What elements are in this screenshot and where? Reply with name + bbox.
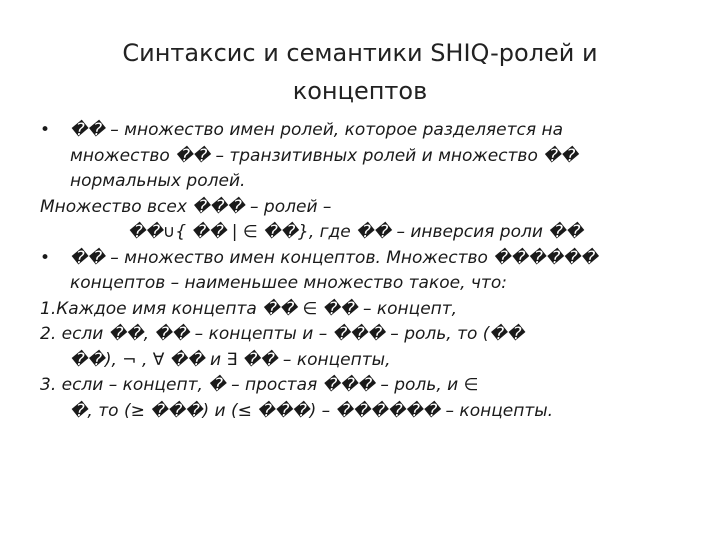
slide-title bbox=[60, 34, 660, 110]
slide-title-line-2: концептов bbox=[292, 77, 428, 105]
text-line-12: �, то (≥ ���) и (≤ ���) – ������ – концепты. bbox=[70, 400, 554, 421]
text-line-2: множество �� – транзитивных ролей и множество �� bbox=[70, 145, 579, 166]
text-line-8: 1.Каждое имя концепта �� ∈ �� – концепт, bbox=[40, 298, 458, 319]
text-line-11: 3. если – концепт, � – простая ��� – роль, и ∈ bbox=[40, 375, 479, 395]
bullet-point: • bbox=[40, 247, 51, 268]
text-line-4: Множество всех ��� – ролей – bbox=[40, 196, 332, 217]
text-line-1 bbox=[40, 118, 716, 144]
text-line-6 bbox=[40, 246, 716, 272]
text-line-5: ��∪{ �� | ∈ ��}, где �� – инверсия роли �� bbox=[128, 222, 584, 242]
text-line-1-text: �� – множество имен ролей, которое разделяется на bbox=[70, 120, 564, 140]
bullet-point: • bbox=[40, 120, 51, 140]
slide-title-line-1: Синтаксис и семантики SHIQ-ролей и bbox=[122, 39, 598, 67]
text-line-10: ��), ¬ , ∀ �� и ∃ �� – концепты, bbox=[70, 349, 391, 370]
slide-body bbox=[40, 118, 716, 424]
text-line-9: 2. если ��, �� – концепты и – ��� – роль, то (�� bbox=[40, 324, 525, 344]
text-line-7: концептов – наименьшее множество такое, что: bbox=[70, 273, 507, 293]
text-line-3: нормальных ролей. bbox=[70, 171, 246, 191]
text-line-6-text: �� – множество имен концептов. Множество ������ bbox=[70, 247, 598, 268]
